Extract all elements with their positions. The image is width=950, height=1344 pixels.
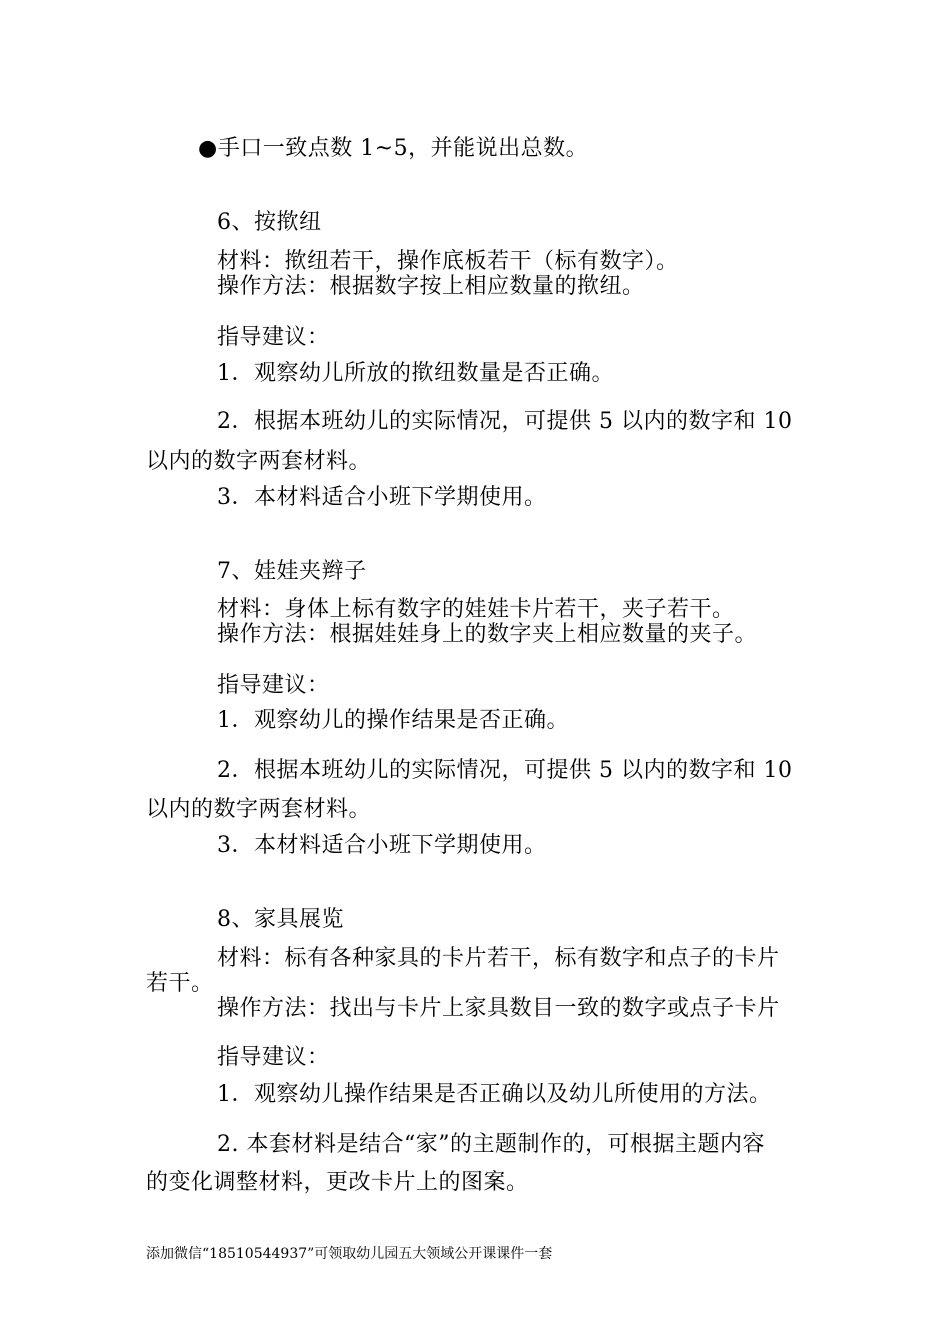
section8-item1: 1．观察幼儿操作结果是否正确以及幼儿所使用的方法。: [217, 1082, 772, 1107]
section8-material-b: 若干。: [146, 971, 214, 996]
section6-title: 6、按揿纽: [217, 210, 322, 235]
footer-note: 添加微信“18510544937”可领取幼儿园五大领域公开课课件一套: [146, 1246, 553, 1262]
section6-method: 操作方法：根据数字按上相应数量的揿纽。: [217, 274, 645, 299]
section6-guide-title: 指导建议：: [217, 325, 330, 350]
section8-material-a: 材料：标有各种家具的卡片若干，标有数字和点子的卡片: [217, 946, 780, 971]
section6-item3: 3．本材料适合小班下学期使用。: [217, 485, 547, 510]
bullet-line: ●手口一致点数 1~5，并能说出总数。: [198, 136, 589, 161]
section6-item2-a: 2．根据本班幼儿的实际情况，可提供 5 以内的数字和 10: [217, 409, 793, 434]
section6-material: 材料：揿纽若干，操作底板若干（标有数字）。: [217, 249, 679, 274]
section8-item2-b: 的变化调整材料，更改卡片上的图案。: [146, 1170, 529, 1195]
section6-item1: 1．观察幼儿所放的揿纽数量是否正确。: [217, 361, 614, 386]
section7-item3: 3．本材料适合小班下学期使用。: [217, 833, 547, 858]
section7-item2-b: 以内的数字两套材料。: [146, 797, 372, 822]
section8-item2-a: 2. 本套材料是结合“家”的主题制作的，可根据主题内容: [217, 1132, 765, 1157]
section8-guide-title: 指导建议：: [217, 1045, 330, 1070]
section8-title: 8、家具展览: [217, 907, 344, 932]
section7-method: 操作方法：根据娃娃身上的数字夹上相应数量的夹子。: [217, 622, 758, 647]
section7-guide-title: 指导建议：: [217, 673, 330, 698]
section8-method: 操作方法：找出与卡片上家具数目一致的数字或点子卡片: [217, 996, 780, 1021]
section7-material: 材料：身体上标有数字的娃娃卡片若干，夹子若干。: [217, 597, 735, 622]
section6-item2-b: 以内的数字两套材料。: [146, 449, 372, 474]
section7-item2-a: 2．根据本班幼儿的实际情况，可提供 5 以内的数字和 10: [217, 758, 793, 783]
section7-title: 7、娃娃夹辫子: [217, 559, 367, 584]
section7-item1: 1．观察幼儿的操作结果是否正确。: [217, 708, 569, 733]
